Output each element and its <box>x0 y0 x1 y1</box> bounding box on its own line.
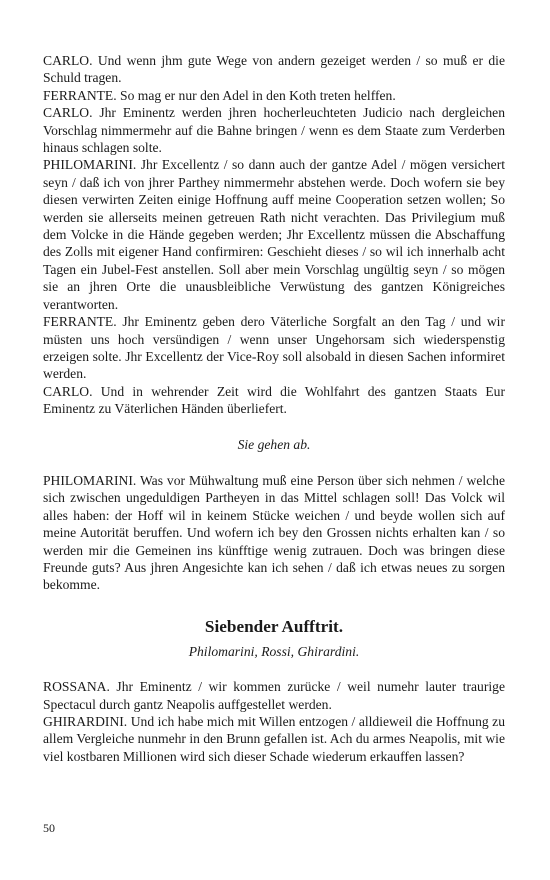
speech-ferrante-1: FERRANTE. So mag er nur den Adel in den Koth treten helffen. <box>43 87 396 103</box>
scene-cast: Philomarini, Rossi, Ghirardini. <box>188 643 360 659</box>
speech-philomarini-1: PHILOMARINI. Jhr Excellentz / so dann auch der gantze Adel / mögen versichert seyn / daß ich von jhrer Parthey nimmermehr abstehen werde. Doch wofern sie bey diesen verwirten Zeiten einige Hoffnung auff meine Cooperation setzen wollen; So werden sie allerseits meinen getreuen Rath nicht verachten. Das Privilegium muß dem Volcke in die Hände gegeben werden; Jhr Excellentz müssen die Abschaffung des Zolls mit eigener Hand confirmiren: Geschieht dieses / so wil ich innerhalb acht Tagen ein Jubel-Fest anstellen. Soll aber mein Vorschlag ungültig seyn / so mögen sie an jhren Orte die unausbleibliche Verwüstung des gantzen Königreiches verantworten. <box>43 157 505 312</box>
speech-carlo-2: CARLO. Jhr Eminentz werden jhren hocherleuchteten Judicio nach dergleichen Vorschlag nimmermehr auf die Bahne bringen / wenn es dem Staate zum Verderben hinaus schlagen solte. <box>43 105 505 156</box>
speech-rossana-1: ROSSANA. Jhr Eminentz / wir kommen zurücke / weil numehr lauter traurige Spectacul durch gantz Neapolis auffgestellet werden. <box>43 679 505 712</box>
stage-direction: Sie gehen ab. <box>237 436 311 452</box>
speech-philomarini-2: PHILOMARINI. Was vor Mühwaltung muß eine Person über sich nehmen / welche sich zwischen ungeduldigen Partheyen in das Mittel schlagen soll! Das Volck wil alles haben: der Hoff wil in keinem Stücke weichen / und beyde wollen sich auf meine Autorität beruffen. Und wofern ich bey den Grossen nichts erhalten kan / so werden mir die Gemeinen ins künfftige wenig zutrauen. Doch was bringen diese Freunde guts? Aus jhren Angesichte kan ich sehen / daß ich etwas neues zu sorgen bekomme. <box>43 472 505 593</box>
dialogue-block-3 <box>43 678 505 765</box>
speech-ghirardini-1: GHIRARDINI. Und ich habe mich mit Willen entzogen / alldieweil die Hoffnung zu allem Vergleiche nunmehr in den Brunn gefallen ist. Ach du armes Neapolis, mit wie viel kostbaren Millionen wird sich dieser Schade wiederum erkauffen lassen? <box>43 714 505 764</box>
page-number: 50 <box>43 821 55 835</box>
scene-heading: Siebender Aufftrit. <box>204 616 344 636</box>
speech-carlo-1: CARLO. Und wenn jhm gute Wege von andern gezeiget werden / so muß er die Schuld tragen. <box>43 53 505 86</box>
dialogue-block-1 <box>43 52 505 418</box>
speech-ferrante-2: FERRANTE. Jhr Eminentz geben dero Väterliche Sorgfalt an den Tag / und wir müsten uns hoch versündigen / wenn unser Ungehorsam sich wiederspenstig erzeigen solte. Jhr Excellentz der Vice-Roy soll alsobald in diesen Sachen informiret werden. <box>43 314 505 382</box>
speech-carlo-3: CARLO. Und in wehrender Zeit wird die Wohlfahrt des gantzen Staats Eur Eminentz zu Väterlichen Händen überliefert. <box>43 383 505 417</box>
dialogue-block-2 <box>43 472 505 594</box>
page-body <box>43 52 505 765</box>
